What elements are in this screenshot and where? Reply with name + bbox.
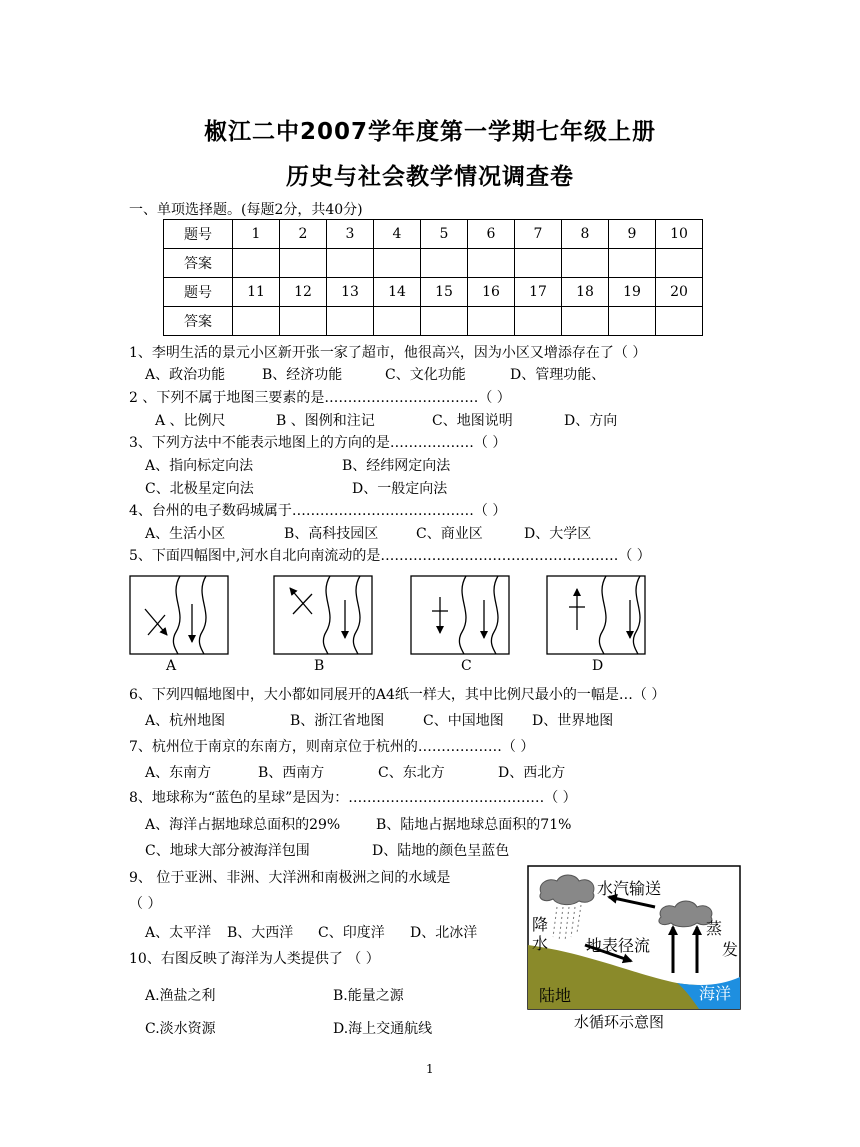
question-6-option-b: B、浙江省地图 <box>290 713 385 729</box>
question-9-stem: 9、 位于亚洲、非洲、大洋洲和南极洲之间的水域是 <box>129 870 451 886</box>
question-5-label-c: C <box>461 658 472 674</box>
table-cell: 20 <box>656 278 703 307</box>
question-5-stem: 5、下面四幅图中,河水自北向南流动的是……………………………………………（ ） <box>129 548 651 564</box>
question-3-option-c: C、北极星定向法 <box>145 481 254 497</box>
question-3-option-a: A、指向标定向法 <box>145 458 254 474</box>
question-1-option-d: D、管理功能、 <box>510 367 606 383</box>
question-4-stem: 4、台州的电子数码城属于…………………………………（ ） <box>129 503 507 519</box>
table-header-cell: 答案 <box>164 249 233 278</box>
table-cell: 6 <box>468 220 515 249</box>
river-figure-c <box>411 576 509 654</box>
question-8-option-b: B、陆地占据地球总面积的71% <box>376 817 572 833</box>
table-cell: 8 <box>562 220 609 249</box>
river-figure-b <box>274 576 372 654</box>
question-2-stem: 2 、下列不属于地图三要素的是……………………………（ ） <box>129 390 511 406</box>
question-7-option-d: D、西北方 <box>498 765 566 781</box>
question-10-stem: 10、右图反映了海洋为人类提供了 （ ） <box>129 951 380 967</box>
table-cell: 16 <box>468 278 515 307</box>
table-cell: 10 <box>656 220 703 249</box>
document-title-line2: 历史与社会教学情况调查卷 <box>286 164 574 190</box>
question-1-option-c: C、文化功能 <box>385 367 466 383</box>
question-8-option-a: A、海洋占据地球总面积的29% <box>145 817 341 833</box>
table-cell: 3 <box>327 220 374 249</box>
page-number: 1 <box>426 1062 434 1076</box>
question-4-option-d: D、大学区 <box>524 526 592 542</box>
question-5-label-a: A <box>166 658 177 674</box>
question-4-option-c: C、商业区 <box>416 526 483 542</box>
table-header-cell: 答案 <box>164 307 233 336</box>
precipitation-label-2: 水 <box>532 934 549 953</box>
diagram-caption: 水循环示意图 <box>574 1013 665 1031</box>
question-3-stem: 3、下列方法中不能表示地图上的方向的是………………（ ） <box>129 435 507 451</box>
question-4-option-b: B、高科技园区 <box>284 526 379 542</box>
table-cell: 18 <box>562 278 609 307</box>
table-cell: 11 <box>233 278 280 307</box>
table-cell: 9 <box>609 220 656 249</box>
river-figure-a <box>130 576 228 654</box>
table-header-cell: 题号 <box>164 278 233 307</box>
question-7-stem: 7、杭州位于南京的东南方，则南京位于杭州的………………（ ） <box>129 739 535 755</box>
water-vapor-label: 水汽输送 <box>597 879 662 898</box>
table-cell: 7 <box>515 220 562 249</box>
question-1-option-a: A、政治功能 <box>145 367 226 383</box>
table-cell: 4 <box>374 220 421 249</box>
precipitation-label-1: 降 <box>532 915 549 934</box>
table-cell: 15 <box>421 278 468 307</box>
question-2-option-b: B 、图例和注记 <box>276 413 375 429</box>
question-2-option-d: D、方向 <box>564 413 618 429</box>
question-1-stem: 1、李明生活的景元小区新开张一家了超市，他很高兴，因为小区又增添存在了（ ） <box>129 345 647 361</box>
table-cell: 17 <box>515 278 562 307</box>
question-1-option-b: B、经济功能 <box>262 367 343 383</box>
question-9-option-d: D、北冰洋 <box>410 925 478 941</box>
question-9-answer-bracket: （ ） <box>129 896 162 912</box>
question-6-option-c: C、中国地图 <box>423 713 504 729</box>
table-header-cell: 题号 <box>164 220 233 249</box>
evaporation-label-1: 蒸 <box>706 919 723 938</box>
question-7-option-c: C、东北方 <box>378 765 445 781</box>
question-6-option-d: D、世界地图 <box>532 713 614 729</box>
land-label: 陆地 <box>539 986 572 1005</box>
question-8-option-c: C、地球大部分被海洋包围 <box>145 843 310 859</box>
question-10-option-c: C.淡水资源 <box>145 1021 216 1037</box>
evaporation-label-2: 发 <box>722 940 739 959</box>
question-9-option-a: A、太平洋 <box>145 925 212 941</box>
section-heading: 一、单项选择题。(每题2分，共40分) <box>129 202 363 218</box>
question-5-label-b: B <box>314 658 325 674</box>
question-2-option-a: A 、比例尺 <box>155 413 226 429</box>
question-9-option-b: B、大西洋 <box>227 925 294 941</box>
question-10-option-b: B.能量之源 <box>333 988 404 1004</box>
question-10-option-d: D.海上交通航线 <box>333 1021 433 1037</box>
river-figure-d <box>547 576 645 654</box>
question-6-option-a: A、杭州地图 <box>145 713 226 729</box>
document-title-line1: 椒江二中2007学年度第一学期七年级上册 <box>203 119 656 145</box>
question-9-option-c: C、印度洋 <box>318 925 385 941</box>
table-cell: 5 <box>421 220 468 249</box>
question-2-option-c: C、地图说明 <box>432 413 513 429</box>
question-10-option-a: A.渔盐之利 <box>145 988 216 1004</box>
runoff-label: 地表径流 <box>586 936 651 955</box>
question-3-option-d: D、一般定向法 <box>352 481 448 497</box>
question-8-option-d: D、陆地的颜色呈蓝色 <box>372 843 510 859</box>
question-3-option-b: B、经纬网定向法 <box>342 458 451 474</box>
ocean-label: 海洋 <box>699 984 732 1003</box>
question-7-option-a: A、东南方 <box>145 765 212 781</box>
question-5-label-d: D <box>592 658 604 674</box>
table-cell: 1 <box>233 220 280 249</box>
question-4-option-a: A、生活小区 <box>145 526 226 542</box>
table-cell: 14 <box>374 278 421 307</box>
question-6-stem: 6、下列四幅地图中，大小都如同展开的A4纸一样大，其中比例尺最小的一幅是…（ ） <box>129 687 666 703</box>
table-cell: 13 <box>327 278 374 307</box>
table-cell: 2 <box>280 220 327 249</box>
question-7-option-b: B、西南方 <box>258 765 325 781</box>
table-cell: 12 <box>280 278 327 307</box>
question-8-stem: 8、地球称为“蓝色的星球”是因为：……………………………………（ ） <box>129 790 577 806</box>
table-cell: 19 <box>609 278 656 307</box>
